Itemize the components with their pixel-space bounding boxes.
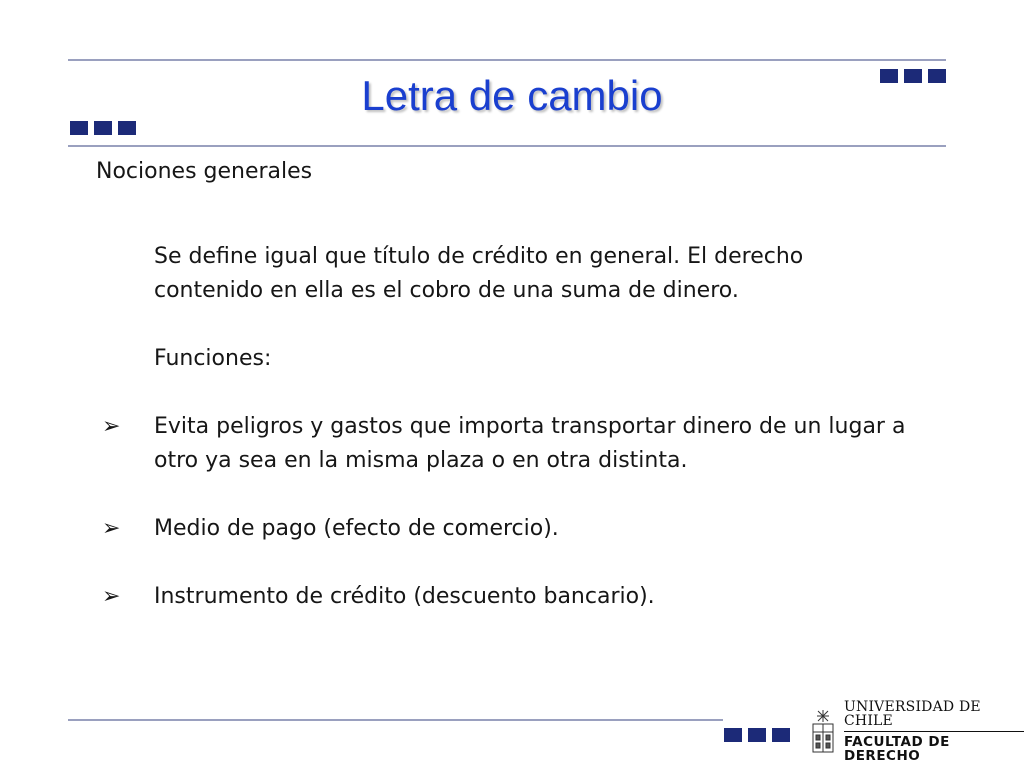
- top-divider: [68, 59, 946, 61]
- footer-divider: [68, 719, 723, 721]
- bullet-item-1: Evita peligros y gastos que importa transportar dinero de un lugar a otro ya sea en la misma plaza o en otra distinta.: [154, 414, 906, 473]
- intro-paragraph: Se define igual que título de crédito en general. El derecho contenido en ella es el cobro de una suma de dinero.: [154, 244, 804, 303]
- decorative-squares-bottom: [724, 728, 790, 742]
- university-logo: [810, 700, 1024, 763]
- university-crest-icon: [810, 708, 836, 756]
- bullet-item-2: Medio de pago (efecto de comercio).: [154, 516, 559, 541]
- section-subtitle: Nociones generales: [96, 159, 313, 184]
- logo-faculty-name: FACULTAD DE DERECHO: [844, 734, 950, 764]
- functions-label: Funciones:: [154, 346, 272, 371]
- bullet-item-3: Instrumento de crédito (descuento bancario).: [154, 584, 655, 609]
- title-divider: [68, 145, 946, 147]
- decorative-squares-left: [70, 121, 136, 135]
- slide-title: Letra de cambio: [361, 72, 663, 119]
- logo-university-name: UNIVERSIDAD DE CHILE: [844, 700, 1024, 732]
- bullet-arrow-icon: ➢: [102, 414, 121, 439]
- bullet-arrow-icon: ➢: [102, 516, 121, 541]
- bullet-arrow-icon: ➢: [102, 584, 121, 609]
